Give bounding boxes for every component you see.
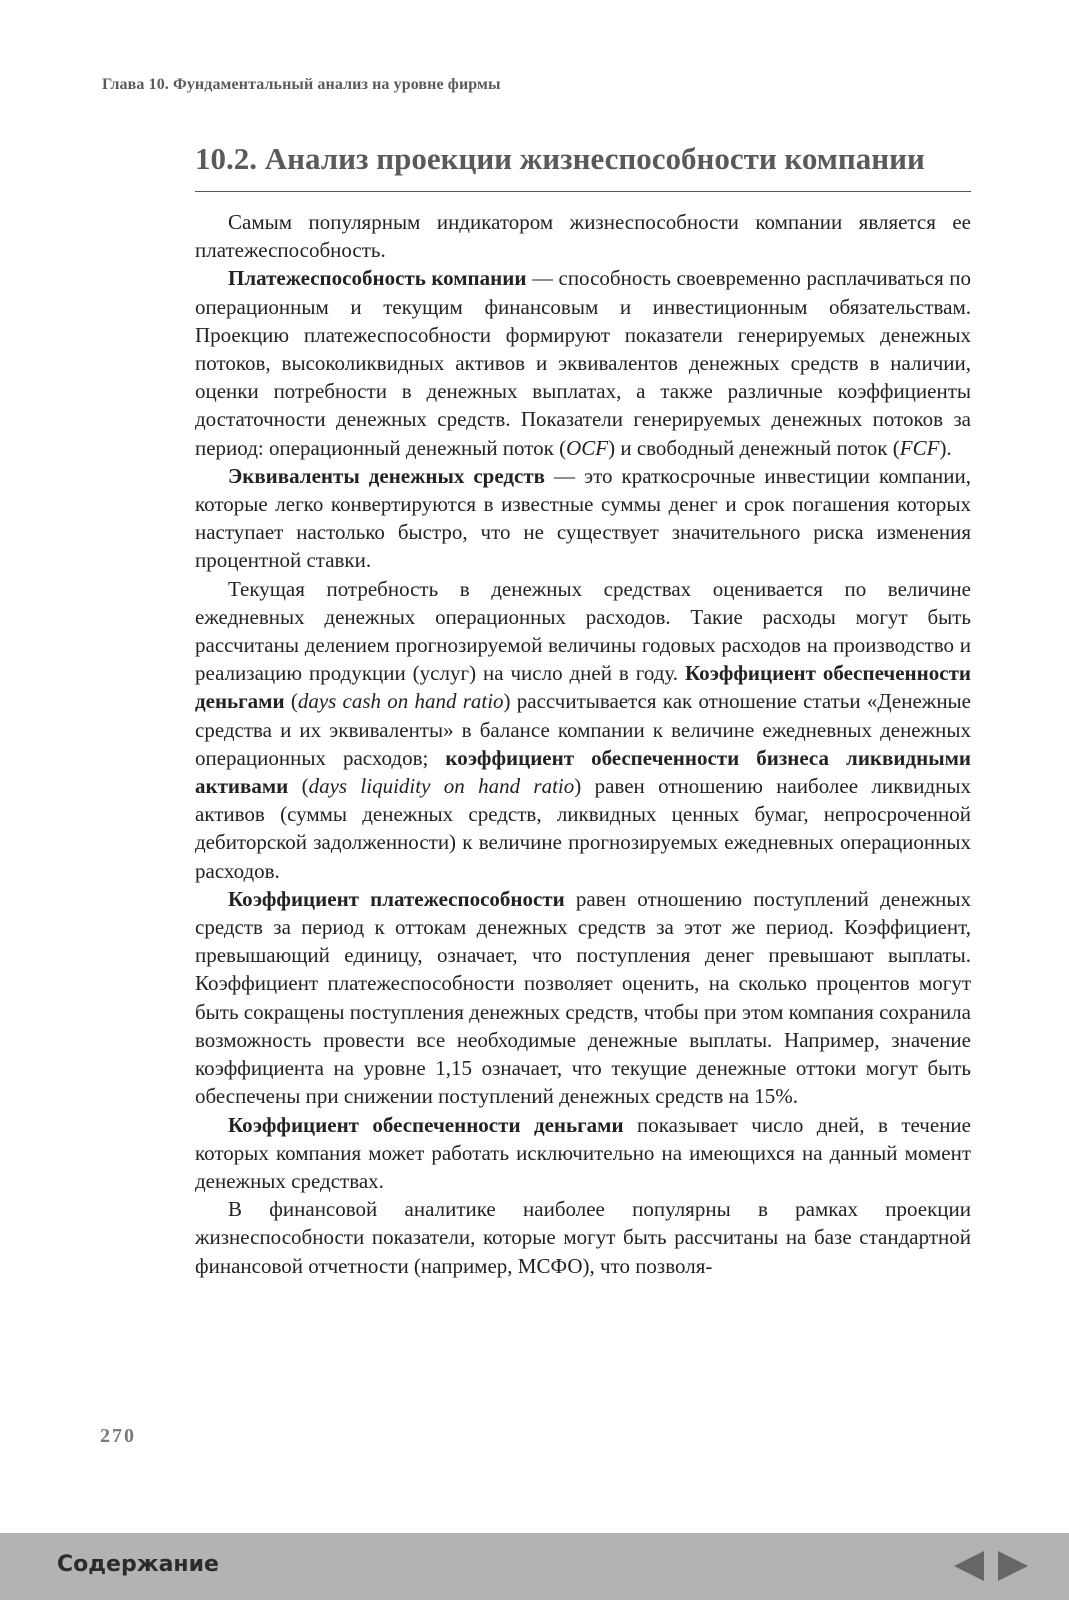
english-term-days-cash: days cash on hand ratio	[297, 689, 504, 714]
bottom-navigation-bar	[0, 1533, 1069, 1600]
running-head: Глава 10. Фундаментальный анализ на уровне фирмы	[102, 76, 501, 93]
body-text	[195, 208, 971, 1280]
paragraph-text: — это краткосрочные инвестиции компании, которые легко конвертируются в известные суммы денег и срок погашения которых наступает настолько быстро, что не существует значительного риска изменения процентной ставки.	[195, 463, 972, 573]
paragraph-text: (	[284, 689, 298, 714]
term-cash-equivalents: Эквиваленты денежных средств	[228, 463, 546, 488]
term-days-cash-on-hand: Коэффициент обеспеченности деньгами	[195, 661, 971, 714]
term-solvency: Платежеспособность компании	[228, 266, 527, 291]
term-solvency-ratio: Коэффициент платежеспособности	[228, 886, 565, 911]
paragraph-4	[195, 575, 971, 885]
paragraph-text: ) и свободный денежный поток (	[608, 435, 900, 460]
paragraph-text: ) равен отношению наиболее ликвидных активов (суммы денежных средств, ликвидных ценных бумаг, непросроченной дебиторской задолженности) к величине прогнозируемых ежедневных операционных расходов.	[195, 774, 971, 883]
paragraph-text: ) рассчитывается как отношение статьи «Денежные средства и их эквиваленты» в балансе компании к величине ежедневных денежных операционных расходов;	[195, 689, 971, 770]
english-term-days-liquidity: days liquidity on hand ratio	[308, 774, 575, 799]
paragraph-text: равен отношению поступлений денежных средств за период к оттокам денежных средств за этот же период. Коэффициент, превышающий единицу, означает, что поступления денег превышают выплаты. Коэффициент платежеспособности позволяет оценить, на сколько процентов могут быть сокращены поступления денежных средств, чтобы при этом компания сохранила возможность провести все необходимые денежные выплаты. Например, значение коэффициента на уровне 1,15 означает, что текущие денежные оттоки могут быть обеспечены при снижении поступлений денежных средств на 15%.	[195, 886, 972, 1109]
paragraph-text: ).	[939, 435, 952, 460]
triangle-right-icon[interactable]	[996, 1550, 1030, 1582]
paragraph-text: В финансовой аналитике наиболее популярны в рамках проекции жизнеспособности показатели, которые могут быть рассчитаны на базе стандартной финансовой отчетности (например, МСФО), что позволя-	[195, 1197, 971, 1278]
paragraph-text: (	[288, 774, 309, 799]
section-title: 10.2. Анализ проекции жизнеспособности компании	[195, 141, 925, 176]
title-rule	[195, 191, 971, 192]
term-days-cash-on-hand-2: Коэффициент обеспеченности деньгами	[228, 1112, 624, 1137]
table-of-contents-link[interactable]: Содержание	[57, 1552, 219, 1577]
triangle-left-icon[interactable]	[952, 1550, 986, 1582]
term-days-liquidity-on-hand: коэффициент обеспеченности бизнеса ликвидными активами	[195, 745, 971, 799]
paragraph-1	[195, 208, 971, 264]
paragraph-text: показывает число дней, в течение которых компания может работать исключительно на имеющихся на данный момент денежных средствах.	[195, 1112, 971, 1193]
page-number: 270	[100, 1425, 136, 1447]
abbr-fcf: FCF	[899, 435, 940, 460]
paragraph-text: Самым популярным индикатором жизнеспособности компании является ее платежеспособность.	[195, 210, 971, 263]
paragraph-2	[195, 264, 971, 461]
paragraph-text: Текущая потребность в денежных средствах оценивается по величине ежедневных денежных операционных расходов. Такие расходы могут быть рассчитаны делением прогнозируемой величины годовых расходов на производство и реализацию продукции (услуг) на число дней в году.	[195, 576, 971, 686]
paragraph-6	[195, 1111, 971, 1196]
paragraph-text: — способность своевременно расплачиваться по операционным и текущим финансовым и инвестиционным обязательствам. Проекцию платежеспособности формируют показатели генерируемых денежных потоков, высоколиквидных активов и эквивалентов денежных средств в наличии, оценки потребности в денежных выплатах, а также различные коэффициенты достаточности денежных средств. Показатели генерируемых денежных потоков за период: операционный денежный поток (	[195, 266, 971, 460]
abbr-ocf: OCF	[566, 435, 609, 460]
paragraph-3	[195, 462, 971, 575]
paragraph-7	[195, 1195, 971, 1280]
paragraph-5	[195, 885, 971, 1111]
